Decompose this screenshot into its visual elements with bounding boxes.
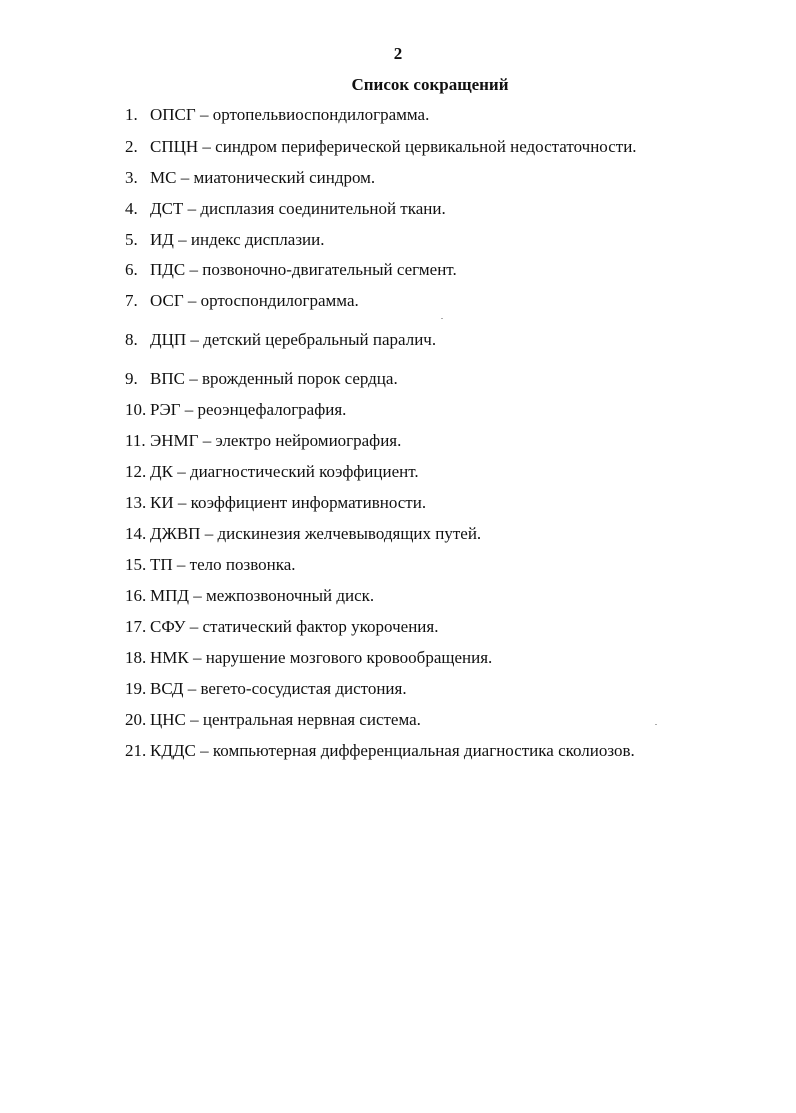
list-item (125, 290, 359, 312)
item-abbreviation: ЭНМГ (150, 431, 199, 450)
list-item (125, 104, 429, 126)
list-item (125, 492, 426, 514)
list-item (125, 329, 436, 351)
item-abbreviation: СПЦН (150, 137, 199, 156)
item-abbreviation: ВСД (150, 679, 184, 698)
page-number: 2 (393, 44, 403, 63)
item-definition: ортоспондилограмма. (200, 291, 359, 310)
item-definition: статический фактор укорочения. (202, 617, 439, 636)
item-abbreviation: МС (150, 168, 177, 187)
list-item (125, 136, 637, 158)
item-abbreviation: КДДС (150, 741, 196, 760)
item-dash: – (189, 369, 198, 388)
item-number: 8. (125, 330, 138, 349)
item-number: 7. (125, 291, 138, 310)
item-dash: – (177, 493, 187, 512)
list-item (125, 198, 446, 220)
item-number: 9. (125, 369, 138, 388)
item-number: 10. (125, 400, 147, 419)
item-definition: дискинезия желчевыводящих путей. (217, 524, 482, 543)
item-dash: – (187, 291, 197, 310)
item-number: 4. (125, 199, 138, 218)
list-item (125, 368, 398, 390)
item-dash: – (189, 617, 199, 636)
list-item (125, 229, 324, 251)
list-item (125, 399, 346, 421)
item-dash: – (204, 524, 214, 543)
item-abbreviation: ДСТ (150, 199, 184, 218)
item-definition: центральная нервная система. (202, 710, 421, 729)
item-definition: электро нейромиография. (215, 431, 402, 450)
item-number: 14. (125, 524, 147, 543)
item-dash: – (202, 137, 211, 156)
list-item (125, 585, 374, 607)
item-definition: индекс дисплазии. (190, 230, 325, 249)
item-abbreviation: ТП (150, 555, 173, 574)
item-dash: – (192, 648, 202, 667)
page-title: Список сокращений (351, 75, 509, 94)
scan-speck (441, 318, 443, 319)
item-definition: коэффициент информативности. (190, 493, 427, 512)
item-definition: межпозвоночный диск. (206, 586, 375, 605)
item-abbreviation: ВПС (150, 369, 185, 388)
item-definition: детский церебральный паралич. (203, 330, 437, 349)
item-abbreviation: ДК (150, 462, 173, 481)
item-dash: – (184, 400, 194, 419)
item-number: 19. (125, 679, 147, 698)
item-definition: тело позвонка. (189, 555, 296, 574)
item-abbreviation: МПД (150, 586, 189, 605)
item-dash: – (187, 679, 197, 698)
list-item (125, 259, 457, 281)
item-number: 12. (125, 462, 147, 481)
list-item (125, 430, 401, 452)
item-abbreviation: ОСГ (150, 291, 184, 310)
item-number: 2. (125, 137, 138, 156)
item-number: 13. (125, 493, 147, 512)
item-dash: – (200, 741, 209, 760)
item-dash: – (178, 230, 187, 249)
item-abbreviation: НМК (150, 648, 189, 667)
item-definition: диагностический коэффициент. (189, 462, 419, 481)
item-dash: – (193, 586, 202, 605)
list-item (125, 523, 481, 545)
item-dash: – (187, 199, 197, 218)
item-abbreviation: РЭГ (150, 400, 181, 419)
item-definition: миатонический синдром. (193, 168, 376, 187)
item-definition: дисплазия соединительной ткани. (200, 199, 446, 218)
item-number: 16. (125, 586, 147, 605)
list-item (125, 461, 419, 483)
list-item (125, 167, 375, 189)
item-definition: компьютерная дифференциальная диагностика сколиозов. (212, 741, 635, 760)
item-number: 3. (125, 168, 138, 187)
item-number: 5. (125, 230, 138, 249)
item-abbreviation: ДЖВП (150, 524, 201, 543)
list-item (125, 616, 438, 638)
item-number: 1. (125, 105, 138, 124)
item-definition: синдром периферической цервикальной недостаточности. (215, 137, 637, 156)
item-definition: нарушение мозгового кровообращения. (205, 648, 493, 667)
item-definition: реоэнцефалография. (197, 400, 347, 419)
item-number: 15. (125, 555, 147, 574)
item-number: 20. (125, 710, 147, 729)
item-dash: – (189, 260, 198, 279)
list-item (125, 647, 492, 669)
item-abbreviation: СФУ (150, 617, 186, 636)
item-dash: – (190, 710, 199, 729)
list-item (125, 554, 296, 576)
item-number: 18. (125, 648, 147, 667)
item-definition: вегето-сосудистая дистония. (200, 679, 407, 698)
item-definition: ортопельвиоспондилограмма. (212, 105, 430, 124)
item-dash: – (190, 330, 199, 349)
list-item (125, 740, 635, 762)
item-definition: врожденный порок сердца. (201, 369, 398, 388)
scan-speck (655, 724, 657, 725)
item-abbreviation: ИД (150, 230, 174, 249)
item-number: 17. (125, 617, 147, 636)
list-item (125, 678, 407, 700)
item-abbreviation: ДЦП (150, 330, 187, 349)
item-abbreviation: ПДС (150, 260, 186, 279)
item-number: 21. (125, 741, 147, 760)
item-number: 11. (125, 431, 146, 450)
item-definition: позвоночно-двигательный сегмент. (202, 260, 457, 279)
item-abbreviation: ЦНС (150, 710, 186, 729)
item-dash: – (199, 105, 209, 124)
item-dash: – (180, 168, 190, 187)
list-item (125, 709, 421, 731)
item-dash: – (176, 555, 186, 574)
item-dash: – (177, 462, 186, 481)
item-abbreviation: КИ (150, 493, 174, 512)
item-dash: – (202, 431, 212, 450)
item-number: 6. (125, 260, 138, 279)
item-abbreviation: ОПСГ (150, 105, 196, 124)
